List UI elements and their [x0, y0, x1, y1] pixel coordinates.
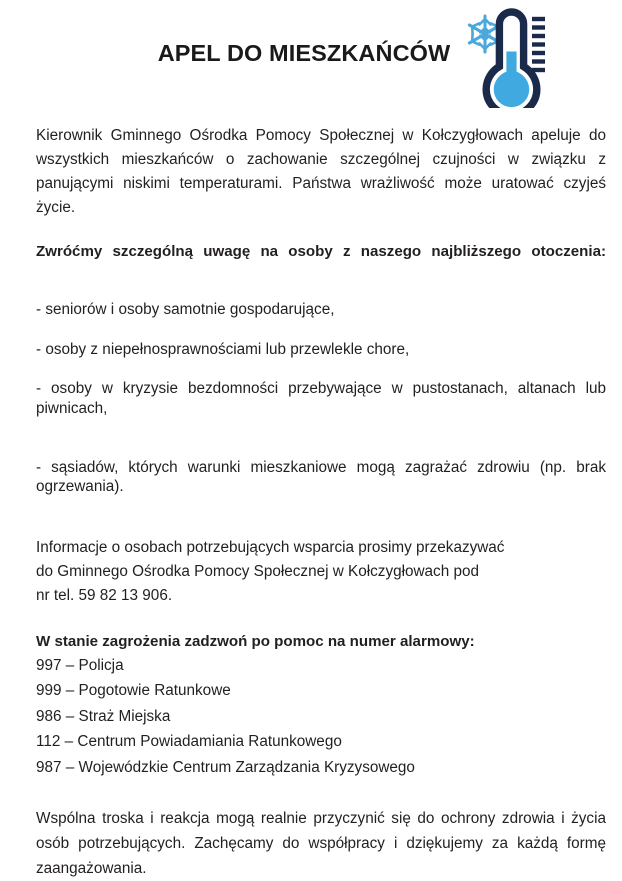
- emergency-heading: W stanie zagrożenia zadzwoń po pomoc na numer alarmowy:: [36, 630, 606, 653]
- contact-phone: nr tel. 59 82 13 906.: [36, 584, 606, 608]
- outro-paragraph: Wspólna troska i reakcja mogą realnie przyczynić się do ochrony zdrowia i życia osób potrzebujących. Zachęcamy do współpracy i dziękujemy za każdą formę zaangażowania.: [36, 806, 606, 881]
- emergency-number-row: 997 – Policja: [36, 653, 606, 678]
- list-item: - sąsiadów, których warunki mieszkaniowe mogą zagrażać zdrowiu (np. brak ogrzewania).: [36, 458, 606, 517]
- emergency-number-row: 112 – Centrum Powiadamiania Ratunkowego: [36, 729, 606, 754]
- page-title: APEL DO MIESZKAŃCÓW: [0, 40, 622, 67]
- list-item: - osoby w kryzysie bezdomności przebywające w pustostanach, altanach lub piwnicach,: [36, 379, 606, 438]
- thermometer-snowflake-icon: [466, 8, 556, 108]
- contact-line-2: do Gminnego Ośrodka Pomocy Społecznej w Kołczygłowach pod: [36, 560, 606, 584]
- list-item: - osoby z niepełnosprawnościami lub przewlekle chore,: [36, 340, 606, 360]
- contact-paragraph: [36, 536, 606, 608]
- contact-line-1: Informacje o osobach potrzebujących wsparcia prosimy przekazywać: [36, 536, 606, 560]
- poster-header: [0, 0, 622, 118]
- emergency-number-row: 999 – Pogotowie Ratunkowe: [36, 678, 606, 703]
- intro-paragraph: Kierownik Gminnego Ośrodka Pomocy Społecznej w Kołczygłowach apeluje do wszystkich mieszkańców o zachowanie szczególnej czujności w związku z panującymi niskimi temperaturami. Państwa wrażliwość może uratować czyjeś życie.: [36, 124, 606, 220]
- emergency-number-row: 986 – Straż Miejska: [36, 704, 606, 729]
- poster-body: [36, 124, 606, 881]
- emergency-number-row: 987 – Wojewódzkie Centrum Zarządzania Kryzysowego: [36, 755, 606, 780]
- thermometer-ticks-icon: [532, 19, 545, 70]
- list-item: - seniorów i osoby samotnie gospodarujące,: [36, 300, 606, 320]
- attention-heading: Zwróćmy szczególną uwagę na osoby z naszego najbliższego otoczenia:: [36, 242, 606, 280]
